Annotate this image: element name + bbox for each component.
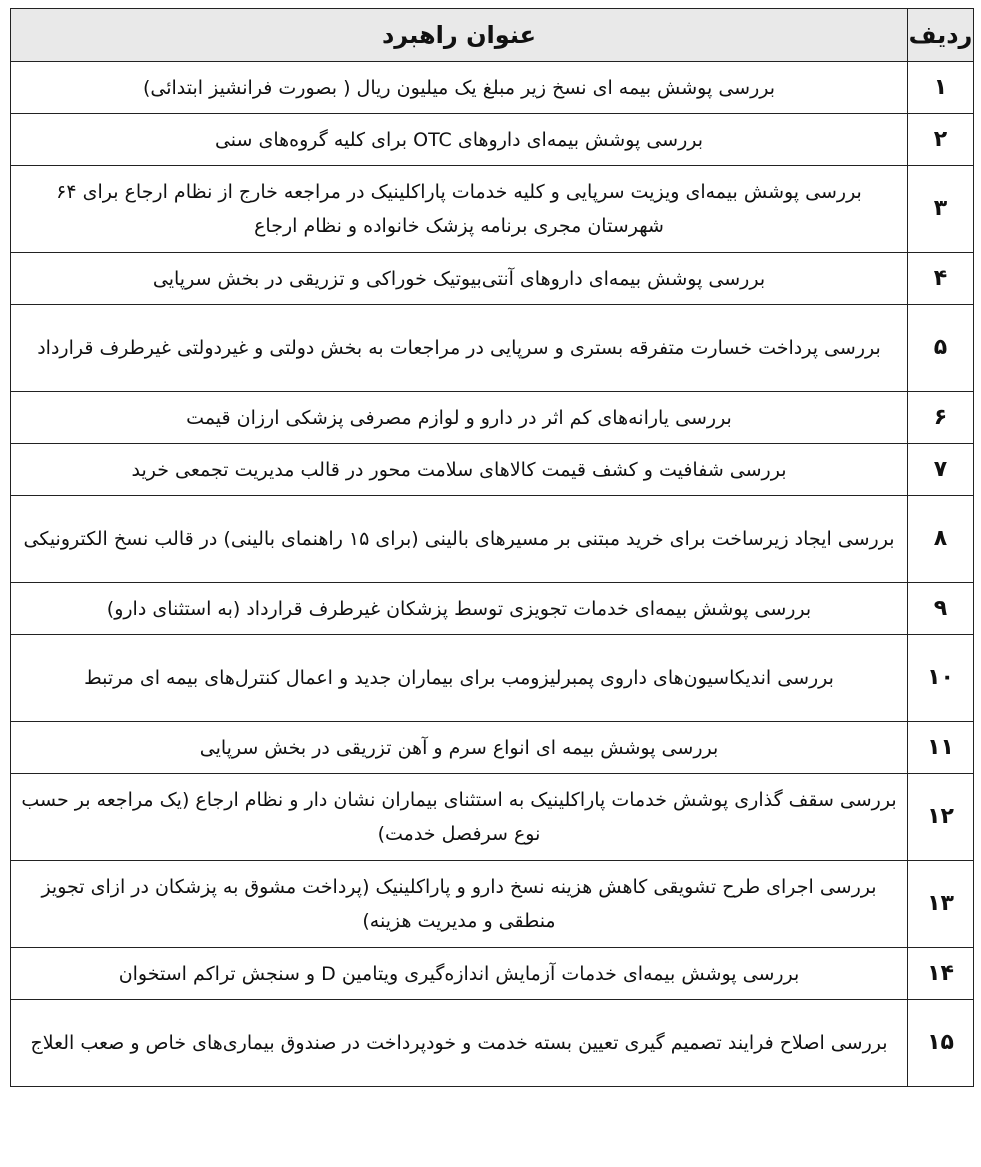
table-header-row: [11, 9, 974, 62]
row-number: ۴: [908, 253, 974, 305]
table-row: [11, 114, 974, 166]
strategy-title: بررسی اصلاح فرایند تصمیم گیری تعیین بسته خدمت و خودپرداخت در صندوق بیماری‌های خاص و صعب العلاج: [11, 1000, 908, 1087]
table-row: [11, 496, 974, 583]
row-number: ۱: [908, 62, 974, 114]
table-row: [11, 722, 974, 774]
strategy-title: بررسی ایجاد زیرساخت برای خرید مبتنی بر مسیرهای بالینی (برای ۱۵ راهنمای بالینی) در قالب نسخ الکترونیکی: [11, 496, 908, 583]
strategy-title: بررسی اجرای طرح تشویقی کاهش هزینه نسخ دارو و پاراکلینیک (پرداخت مشوق به پزشکان در ازای تجویز منطقی و مدیریت هزینه): [11, 861, 908, 948]
strategy-title: بررسی پوشش بیمه‌ای ویزیت سرپایی و کلیه خدمات پاراکلینیک در مراجعه خارج از نظام ارجاع برای ۶۴ شهرستان مجری برنامه پزشک خانواده و نظام ارجاع: [11, 166, 908, 253]
strategy-title: بررسی پرداخت خسارت متفرقه بستری و سرپایی در مراجعات به بخش دولتی و غیردولتی غیرطرف قرارداد: [11, 305, 908, 392]
row-number: ۵: [908, 305, 974, 392]
table-row: [11, 1000, 974, 1087]
table-row: [11, 62, 974, 114]
strategy-title: بررسی سقف گذاری پوشش خدمات پاراکلینیک به استثنای بیماران نشان دار و نظام ارجاع (یک مراجعه بر حسب نوع سرفصل خدمت): [11, 774, 908, 861]
row-number: ۹: [908, 583, 974, 635]
table-row: [11, 583, 974, 635]
row-number: ۱۳: [908, 861, 974, 948]
table-row: [11, 444, 974, 496]
strategy-title: بررسی پوشش بیمه‌ای داروهای OTC برای کلیه گروه‌های سنی: [11, 114, 908, 166]
strategy-title: بررسی اندیکاسیون‌های داروی پمبرلیزومب برای بیماران جدید و اعمال کنترل‌های بیمه ای مرتبط: [11, 635, 908, 722]
table-row: [11, 774, 974, 861]
row-number: ۳: [908, 166, 974, 253]
table-row: [11, 948, 974, 1000]
strategy-table: [10, 8, 974, 1087]
row-number: ۱۰: [908, 635, 974, 722]
strategy-title: بررسی یارانه‌های کم اثر در دارو و لوازم مصرفی پزشکی ارزان قیمت: [11, 392, 908, 444]
table-row: [11, 166, 974, 253]
row-number: ۱۴: [908, 948, 974, 1000]
row-number: ۶: [908, 392, 974, 444]
strategy-title: بررسی پوشش بیمه ای انواع سرم و آهن تزریقی در بخش سرپایی: [11, 722, 908, 774]
strategy-title: بررسی شفافیت و کشف قیمت کالاهای سلامت محور در قالب مدیریت تجمعی خرید: [11, 444, 908, 496]
table-row: [11, 305, 974, 392]
table-row: [11, 861, 974, 948]
header-row-number: ردیف: [908, 9, 974, 62]
table-row: [11, 635, 974, 722]
row-number: ۷: [908, 444, 974, 496]
row-number: ۱۱: [908, 722, 974, 774]
row-number: ۸: [908, 496, 974, 583]
strategy-title: بررسی پوشش بیمه ای نسخ زیر مبلغ یک میلیون ریال ( بصورت فرانشیز ابتدائی): [11, 62, 908, 114]
row-number: ۱۵: [908, 1000, 974, 1087]
table-row: [11, 392, 974, 444]
row-number: ۱۲: [908, 774, 974, 861]
strategy-title: بررسی پوشش بیمه‌ای خدمات تجویزی توسط پزشکان غیرطرف قرارداد (به استثنای دارو): [11, 583, 908, 635]
strategy-title: بررسی پوشش بیمه‌ای داروهای آنتی‌بیوتیک خوراکی و تزریقی در بخش سرپایی: [11, 253, 908, 305]
strategy-title: بررسی پوشش بیمه‌ای خدمات آزمایش اندازه‌گیری ویتامین D و سنجش تراکم استخوان: [11, 948, 908, 1000]
strategy-table-wrapper: [10, 8, 973, 1087]
row-number: ۲: [908, 114, 974, 166]
table-row: [11, 253, 974, 305]
header-strategy-title: عنوان راهبرد: [11, 9, 908, 62]
